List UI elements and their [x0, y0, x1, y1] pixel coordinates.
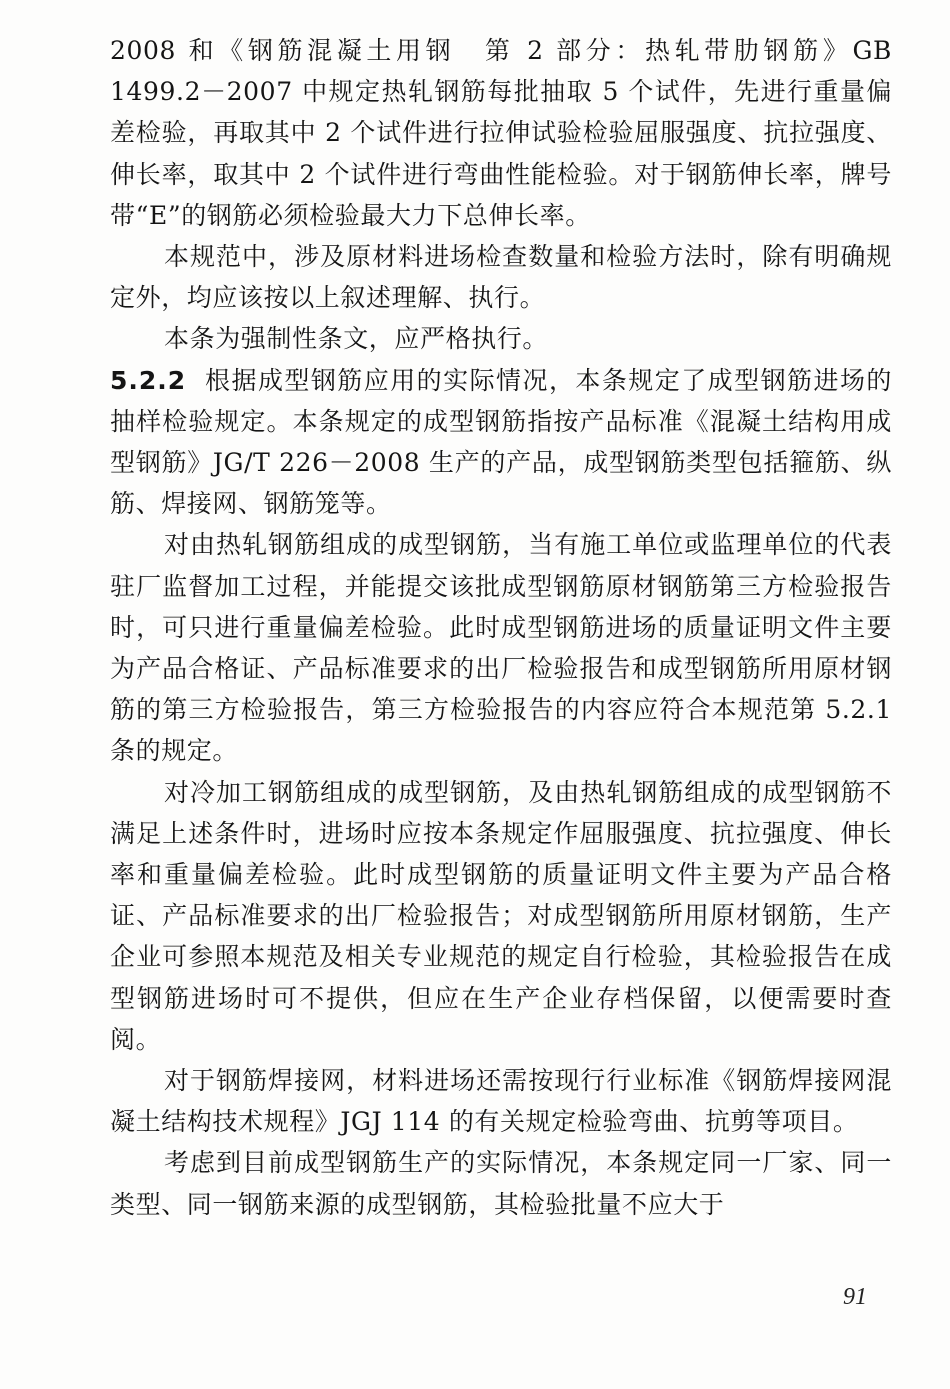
page-number: 91 [843, 1284, 867, 1310]
paragraph-continuation: 2008 和《钢筋混凝土用钢 第 2 部分：热轧带肋钢筋》GB 1499.2－2007 中规定热轧钢筋每批抽取 5 个试件，先进行重量偏差检验，再取其中 2 个试件进行拉伸试验检验屈服强度、抗拉强度、伸长率，取其中 2 个试件进行弯曲性能检验。对于钢筋伸长率，牌号带“E”的钢筋必须检验最大力下总伸长率。 [110, 36, 892, 230]
section-5-2-2-text: 根据成型钢筋应用的实际情况，本条规定了成型钢筋进场的抽样检验规定。本条规定的成型钢筋指按产品标准《混凝土结构用成型钢筋》JG/T 226－2008 生产的产品，成型钢筋类型包括箍筋、纵筋、焊接网、钢筋笼等。 [110, 365, 892, 519]
body-text [110, 30, 892, 1225]
section-number: 5.2.2 [110, 365, 187, 395]
paragraph-sampling-note: 本规范中，涉及原材料进场检查数量和检验方法时，除有明确规定外，均应该按以上叙述理解、执行。 [110, 242, 892, 313]
paragraph-cold-worked: 对冷加工钢筋组成的成型钢筋，及由热轧钢筋组成的成型钢筋不满足上述条件时，进场时应按本条规定作屈服强度、抗拉强度、伸长率和重量偏差检验。此时成型钢筋的质量证明文件主要为产品合格证、产品标准要求的出厂检验报告；对成型钢筋所用原材钢筋，生产企业可参照本规范及相关专业规范的规定自行检验，其检验报告在成型钢筋进场时可不提供，但应在生产企业存档保留，以便需要时查阅。 [110, 777, 892, 1054]
paragraph-welded-mesh: 对于钢筋焊接网，材料进场还需按现行行业标准《钢筋焊接网混凝土结构技术规程》JGJ 114 的有关规定检验弯曲、抗剪等项目。 [110, 1066, 892, 1137]
paragraph-hot-rolled: 对由热轧钢筋组成的成型钢筋，当有施工单位或监理单位的代表驻厂监督加工过程，并能提交该批成型钢筋原材钢筋第三方检验报告时，可只进行重量偏差检验。此时成型钢筋进场的质量证明文件主要为产品合格证、产品标准要求的出厂检验报告和成型钢筋所用原材钢筋的第三方检验报告，第三方检验报告的内容应符合本规范第 5.2.1 条的规定。 [110, 530, 892, 766]
paragraph-batch: 考虑到目前成型钢筋生产的实际情况，本条规定同一厂家、同一类型、同一钢筋来源的成型钢筋，其检验批量不应大于 [110, 1148, 892, 1219]
paragraph-mandatory-clause: 本条为强制性条文，应严格执行。 [164, 324, 549, 354]
paragraph-section-5-2-2 [110, 360, 892, 525]
